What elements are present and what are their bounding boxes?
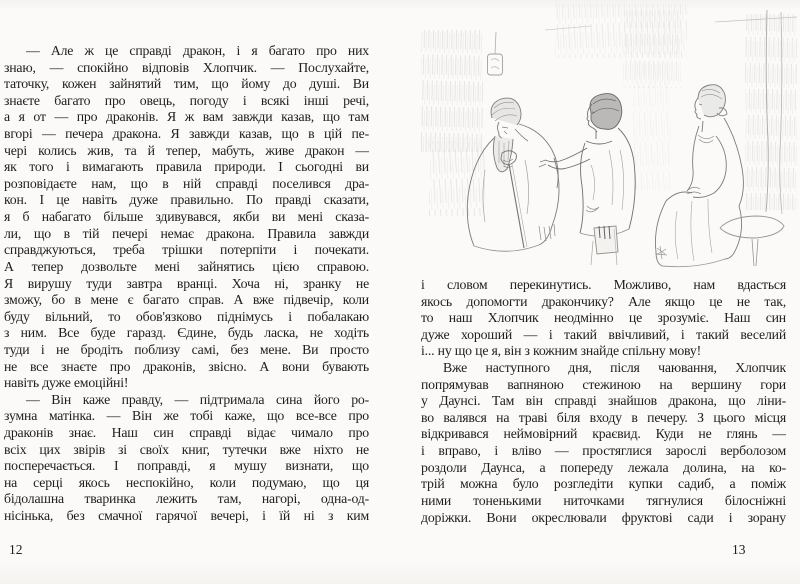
round-table (720, 216, 784, 266)
text-line: — Він каже правду, — підтримала сина його ро- (26, 391, 369, 407)
text-line: якось допомогти дракончику? Але якщо це не так, (421, 293, 786, 309)
text-line: Я вирушу туди завтра вранці. Хоча ні, зранку не (4, 275, 369, 291)
text-line: таточку, кожен зайнятий тим, що йому до душі. Ви (4, 76, 369, 92)
sketch-svg (415, 0, 800, 268)
text-line: знаєте багато про овець, погоду і всякі інші речі, (4, 92, 369, 108)
text-line: я б набагато більше здивувався, якби ви мені сказа- (4, 209, 369, 225)
text-line: зумна матінка. — Він же тобі каже, що все-все про (4, 408, 369, 424)
hanging-object (488, 32, 503, 75)
text-line: справджуються, треба трішки потерпіти і почекати. (4, 242, 369, 258)
text-line: драконів знає. Наш син справді відає чимало про (4, 425, 369, 441)
text-line: у Даунсі. Там він справді знайшов дракона, що ліни- (421, 393, 786, 409)
floor-scribble (656, 246, 667, 259)
text-line: всіх цих звірів зі своїх книг, тутечки вже ніхто не (4, 441, 369, 457)
page-number-left: 12 (9, 542, 23, 557)
text-line: дуже хороший — і такий ввічливий, і такий веселий (421, 326, 786, 342)
text-line: чері колись жив, та й тепер, мабуть, живе дракон — (4, 142, 369, 158)
text-line: з ним. Все буде гаразд. Єдине, будь ласка, не ходіть (4, 325, 369, 341)
boy-figure (539, 94, 635, 265)
text-line: а я от — про драконів. Я ж вам завжди казав, що там (4, 109, 369, 125)
right-page-text (421, 277, 786, 526)
page-number-right: 13 (732, 542, 746, 557)
text-line: зможу, бо в мене є багато справ. А вже підвечір, коли (4, 292, 369, 308)
text-line: не все знаєте про драконів, звісно. А вони бувають (4, 358, 369, 374)
text-line: вгорі — печера дракона. Я завжди казав, що в цій пе- (4, 126, 369, 142)
text-line: ли, що в тій печері немає дракона. Правила завжди (4, 225, 369, 241)
text-line: Вже наступного дня, після чаювання, Хлопчик (443, 360, 786, 376)
text-line: і... ну що це я, він з кожним знайде спільну мову! (421, 343, 701, 359)
text-line: попрямував вапняною стежиною на вершину гори (421, 376, 786, 392)
text-line: туди і не бродіть поблизу самі, без мене. Ви просто (4, 341, 369, 357)
text-line: розповідаєте нам, що в ній справді поселився дра- (4, 175, 369, 191)
text-line: бідолашна тваринка лежить там, нагорі, одна-од- (4, 491, 369, 507)
text-line: — Але ж це справді дракон, і я багато про них (26, 43, 369, 58)
text-line: доріжки. Вони окреслювали фруктові сади і зорану (421, 509, 786, 525)
text-line: то наш Хлопчик неодмінно це зрозуміє. Наш син (421, 310, 786, 326)
text-line: посперечається. І поправді, я мушу визнати, що (4, 458, 369, 474)
book-in-hand (594, 226, 618, 254)
left-page-text (4, 43, 369, 525)
text-line: трій можна було розгледіти купки садиб, а поміж (421, 476, 786, 492)
text-line: А тепер дозвольте мені зайнятись цією справою. (4, 258, 369, 274)
text-line: і словом перекинутись. Можливо, нам вдасться (421, 277, 786, 292)
text-line: на серці якось неспокійно, коли подумаю, що ця (4, 474, 369, 490)
text-line: і вправо, і вліво — простяглися зарослі верболозом (421, 443, 786, 459)
text-line: нісінька, без смачної гарячої вечері, і їй ні з ким (4, 508, 369, 524)
text-line: знаю, — спокійно відповів Хлопчик. — Послухайте, (4, 59, 369, 75)
text-line: буду вільний, то обов'язково піднімусь і побалакаю (4, 308, 369, 324)
text-line: навіть дуже емоційні! (4, 375, 129, 391)
pencil-sketch-illustration (415, 0, 800, 268)
text-line: ними тоненькими ниточками тягнулися білосніжні (421, 492, 786, 508)
text-line: роздоли Даунса, а попереду лежала долина, на ко- (421, 459, 786, 475)
text-line: як того і вимагають правила природи. І сьогодні ви (4, 159, 369, 175)
text-line: відкривався неймовірний краєвид. Куди не глянь — (421, 426, 786, 442)
text-line: кон. І це навіть дуже правильно. По правді сказати, (4, 192, 369, 208)
text-line: во валявся на траві біля входу в печеру. З цього місця (421, 409, 786, 425)
